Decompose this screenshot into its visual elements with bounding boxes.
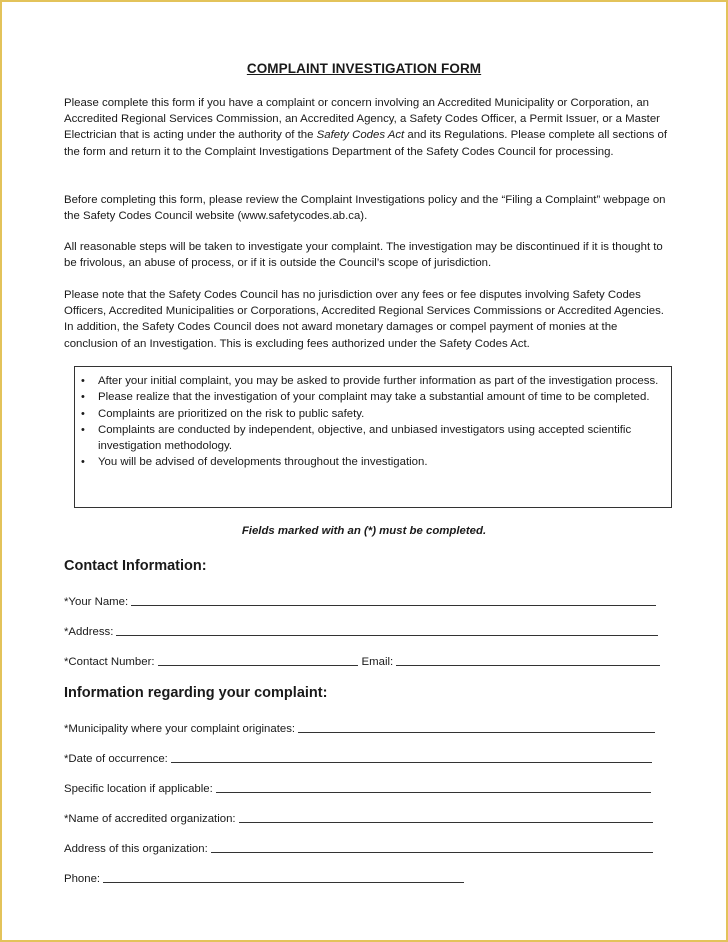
address-field[interactable] [64,620,658,638]
your-name-label: *Your Name: [64,596,129,608]
phone-label: Phone: [64,873,101,885]
bullet-icon: • [81,456,85,469]
date-of-occurrence-label: *Date of occurrence: [64,753,168,765]
bullet-icon: • [81,375,85,387]
notice-list [75,367,671,471]
contact-number-input-line[interactable] [158,653,358,666]
complaint-heading: Information regarding your complaint: [64,685,328,701]
specific-location-input-line[interactable] [216,780,651,793]
notice-item: • Complaints are prioritized on the risk to public safety. [98,406,665,422]
notice-box [74,366,672,508]
organization-name-label: *Name of accredited organization: [64,813,236,825]
contact-heading: Contact Information: [64,558,207,574]
organization-address-input-line[interactable] [211,840,653,853]
notice-item: • After your initial complaint, you may be asked to provide further information as part of the investigation process. [98,373,665,389]
bullet-icon: • [81,407,85,420]
bullet-icon: • [81,423,85,436]
organization-name-input-line[interactable] [239,810,653,823]
organization-address-label: Address of this organization: [64,843,208,855]
bullet-icon: • [81,391,85,404]
email-label: Email: [361,656,394,668]
municipality-field[interactable] [64,717,655,735]
form-title: COMPLAINT INVESTIGATION FORM [246,61,482,76]
date-of-occurrence-input-line[interactable] [171,750,652,763]
your-name-input-line[interactable] [131,593,656,606]
phone-input-line[interactable] [103,870,464,883]
address-input-line[interactable] [116,623,658,636]
specific-location-label: Specific location if applicable: [64,783,213,795]
intro-paragraph-4: Please note that the Safety Codes Council has no jurisdiction over any fees or fee disputes involving Safety Codes Officers, Accredited Municipalities or Corporations, Accredited Regional Services Commissions or Accredited Agencies. In addition, the Safety Codes Council does not award monetary damages or compel payment of monies at the conclusion of an Investigation. This is excluding fees authorized under the Safety Codes Act. [64,289,664,350]
notice-item: • You will be advised of developments throughout the investigation. [98,454,665,470]
intro-p1-text-end: and its Regulations. Please complete all sections of the form and return it to the Complaint Investigations Department of the Safety Codes Council for processing. [64,129,667,158]
municipality-input-line[interactable] [298,720,655,733]
municipality-label: *Municipality where your complaint originates: [64,723,296,735]
notice-item: • Complaints are conducted by independent, objective, and unbiased investigators using accepted scientific investigation methodology. [81,423,632,453]
required-fields-note: Fields marked with an (*) must be completed. [241,525,487,537]
contact-number-row [64,650,660,668]
intro-p1-act-name: Safety Codes Act [316,129,405,142]
organization-name-field[interactable] [64,807,653,825]
phone-field[interactable] [64,867,464,885]
organization-address-field[interactable] [64,837,653,855]
contact-number-label: *Contact Number: [64,656,155,668]
intro-paragraph-1 [64,95,672,160]
address-label: *Address: [64,626,114,638]
intro-paragraph-2: Before completing this form, please review the Complaint Investigations policy and the “Filing a Complaint” webpage on the Safety Codes Council website (www.safetycodes.ab.ca). [64,194,666,223]
notice-item: • Please realize that the investigation of your complaint may take a substantial amount of time to be completed. [98,389,665,405]
specific-location-field[interactable] [64,777,651,795]
your-name-field[interactable] [64,590,656,608]
intro-p1-text: Please complete this form if you have a complaint or concern involving an Accredited Municipality or Corporation, an Accredited Regional Services Commission, an Accredited Agency, a Safety Codes Officer, a Permit Issuer, or a Master Electrician that is acting under the authority of the [64,97,660,142]
email-input-line[interactable] [396,653,660,666]
intro-paragraph-3: All reasonable steps will be taken to investigate your complaint. The investigation may be discontinued if it is thought to be frivolous, an abuse of process, or if it is outside the Council’s scope of jurisdiction. [64,241,663,270]
date-of-occurrence-field[interactable] [64,747,652,765]
